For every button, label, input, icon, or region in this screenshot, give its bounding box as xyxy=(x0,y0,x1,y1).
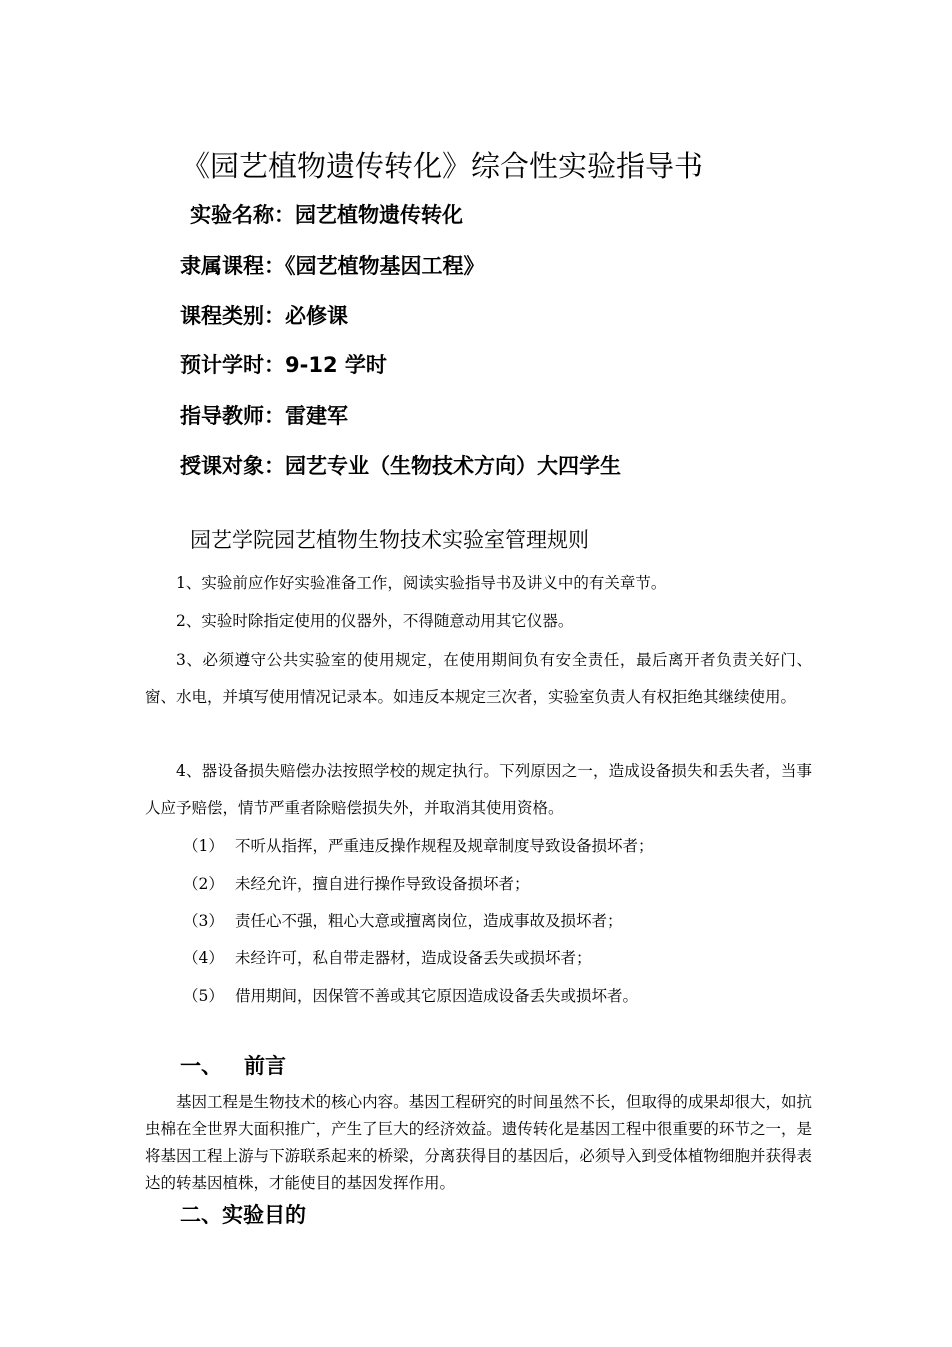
estimated-hours: 预计学时：9-12 学时 xyxy=(180,353,387,377)
subitem-text: 未经允许，擅自进行操作导致设备损坏者； xyxy=(235,875,530,893)
rule-subitem xyxy=(183,833,654,859)
instructor: 指导教师：雷建军 xyxy=(180,404,348,428)
section-heading-purpose: 二、实验目的 xyxy=(180,1203,306,1227)
subitem-number: （1） xyxy=(183,837,224,855)
section-heading-preface xyxy=(180,1051,286,1081)
rule-item: 3、必须遵守公共实验室的使用规定，在使用期间负有安全责任，最后离开者负责关好门、窗、水电，并填写使用情况记录本。如违反本规定三次者，实验室负责人有权拒绝其继续使用。 xyxy=(145,651,812,706)
course-name: 隶属课程：《园艺植物基因工程》 xyxy=(180,254,485,278)
subitem-text: 责任心不强，粗心大意或擅离岗位，造成事故及损坏者； xyxy=(235,912,623,930)
document-title: 《园艺植物遗传转化》综合性实验指导书 xyxy=(181,149,704,183)
rule-subitem xyxy=(183,983,638,1009)
subitem-text: 未经许可，私自带走器材，造成设备丢失或损坏者； xyxy=(235,949,592,967)
subitem-number: （4） xyxy=(183,949,224,967)
course-category: 课程类别：必修课 xyxy=(180,304,348,328)
preface-paragraph: 基因工程是生物技术的核心内容。基因工程研究的时间虽然不长，但取得的成果却很大，如抗虫棉在全世界大面积推广，产生了巨大的经济效益。遗传转化是基因工程中很重要的环节之一，是将基因工程上游与下游联系起来的桥梁，分离获得目的基因后，必须导入到受体植物细胞并获得表达的转基因植株，才能使目的基因发挥作用。 xyxy=(145,1093,812,1192)
experiment-name: 实验名称：园艺植物遗传转化 xyxy=(190,203,463,227)
subitem-number: （5） xyxy=(183,987,224,1005)
rule-subitem xyxy=(183,871,530,897)
rule-item: 1、实验前应作好实验准备工作，阅读实验指导书及讲义中的有关章节。 xyxy=(176,574,667,592)
rules-title: 园艺学院园艺植物生物技术实验室管理规则 xyxy=(190,528,589,552)
subitem-number: （2） xyxy=(183,875,224,893)
section-label: 前言 xyxy=(244,1054,286,1078)
subitem-text: 不听从指挥，严重违反操作规程及规章制度导致设备损坏者； xyxy=(235,837,654,855)
subitem-text: 借用期间，因保管不善或其它原因造成设备丢失或损坏者。 xyxy=(235,987,639,1005)
rule-subitem xyxy=(183,908,623,934)
rule-item: 4、器设备损失赔偿办法按照学校的规定执行。下列原因之一，造成设备损失和丢失者，当事人应予赔偿，情节严重者除赔偿损失外，并取消其使用资格。 xyxy=(145,762,812,817)
subitem-number: （3） xyxy=(183,912,224,930)
audience: 授课对象：园艺专业（生物技术方向）大四学生 xyxy=(180,454,621,478)
section-number: 一、 xyxy=(180,1054,222,1078)
rule-item: 2、实验时除指定使用的仪器外，不得随意动用其它仪器。 xyxy=(176,612,574,630)
rule-subitem xyxy=(183,945,592,971)
